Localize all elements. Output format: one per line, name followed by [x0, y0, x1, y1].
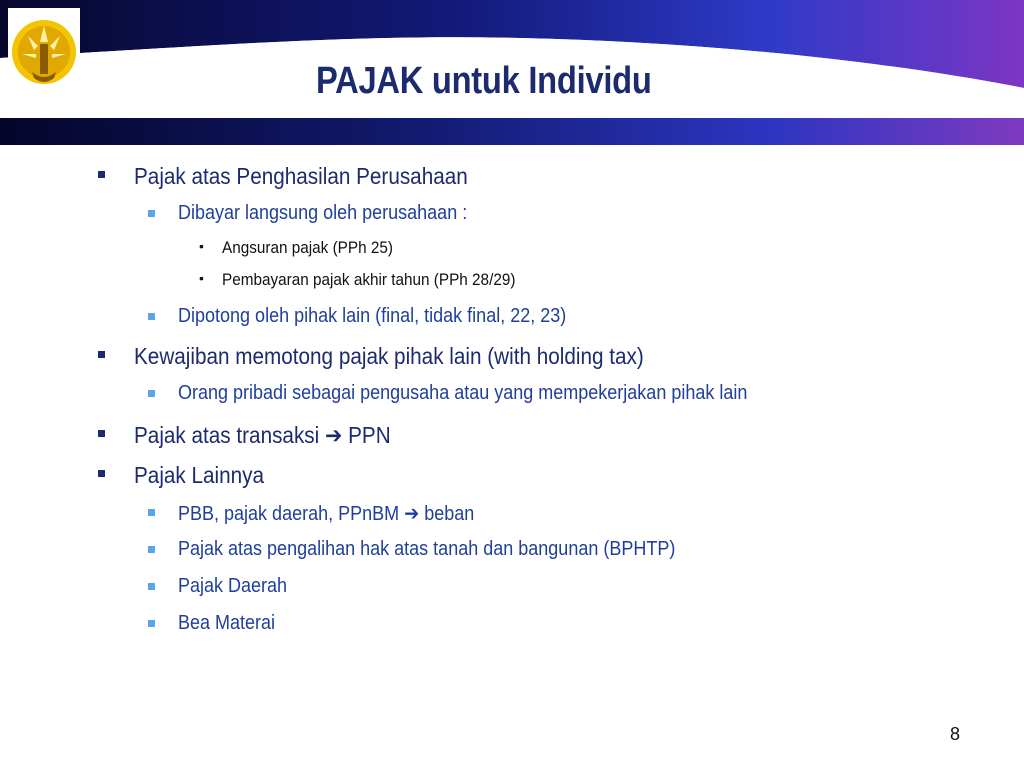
- list-item: [134, 422, 391, 449]
- bullet-square-icon: [148, 390, 155, 397]
- list-item: Pajak Daerah: [178, 575, 288, 597]
- bullet-dot-icon: •: [199, 238, 204, 254]
- bullet-square-icon: [148, 210, 155, 217]
- bullet-square-icon: [98, 171, 105, 178]
- bullet-square-icon: [148, 620, 155, 627]
- bullet-square-icon: [98, 351, 105, 358]
- bullet-square-icon: [148, 509, 155, 516]
- bullet-dot-icon: •: [199, 270, 204, 286]
- list-item: Pajak atas Penghasilan Perusahaan: [134, 163, 468, 189]
- list-item: Dipotong oleh pihak lain (final, tidak final, 22, 23): [178, 305, 567, 327]
- bullet-square-icon: [148, 313, 155, 320]
- page-number: 8: [950, 724, 961, 744]
- list-item: Kewajiban memotong pajak pihak lain (with holding tax): [134, 343, 644, 369]
- list-item: Pembayaran pajak akhir tahun (PPh 28/29): [222, 270, 516, 289]
- list-item: [178, 501, 474, 526]
- list-item-text: Pajak atas transaksi: [134, 422, 320, 448]
- list-item-text: PBB, pajak daerah, PPnBM: [178, 503, 400, 525]
- list-item-result: PPN: [348, 422, 391, 448]
- list-item: Bea Materai: [178, 612, 276, 634]
- page-title: PAJAK untuk Individu: [316, 60, 652, 102]
- list-item: Angsuran pajak (PPh 25): [222, 238, 393, 257]
- list-item: Dibayar langsung oleh perusahaan :: [178, 202, 468, 224]
- arrow-right-icon: ➔: [404, 501, 420, 525]
- bullet-square-icon: [148, 546, 155, 553]
- list-item: Orang pribadi sebagai pengusaha atau yang mempekerjakan pihak lain: [178, 382, 748, 404]
- bullet-square-icon: [98, 430, 105, 437]
- list-item: Pajak atas pengalihan hak atas tanah dan bangunan (BPHTP): [178, 538, 676, 560]
- bullet-square-icon: [98, 470, 105, 477]
- arrow-right-icon: ➔: [324, 423, 343, 449]
- list-item-result: beban: [424, 503, 475, 525]
- bullet-square-icon: [148, 583, 155, 590]
- list-item: Pajak Lainnya: [134, 462, 265, 488]
